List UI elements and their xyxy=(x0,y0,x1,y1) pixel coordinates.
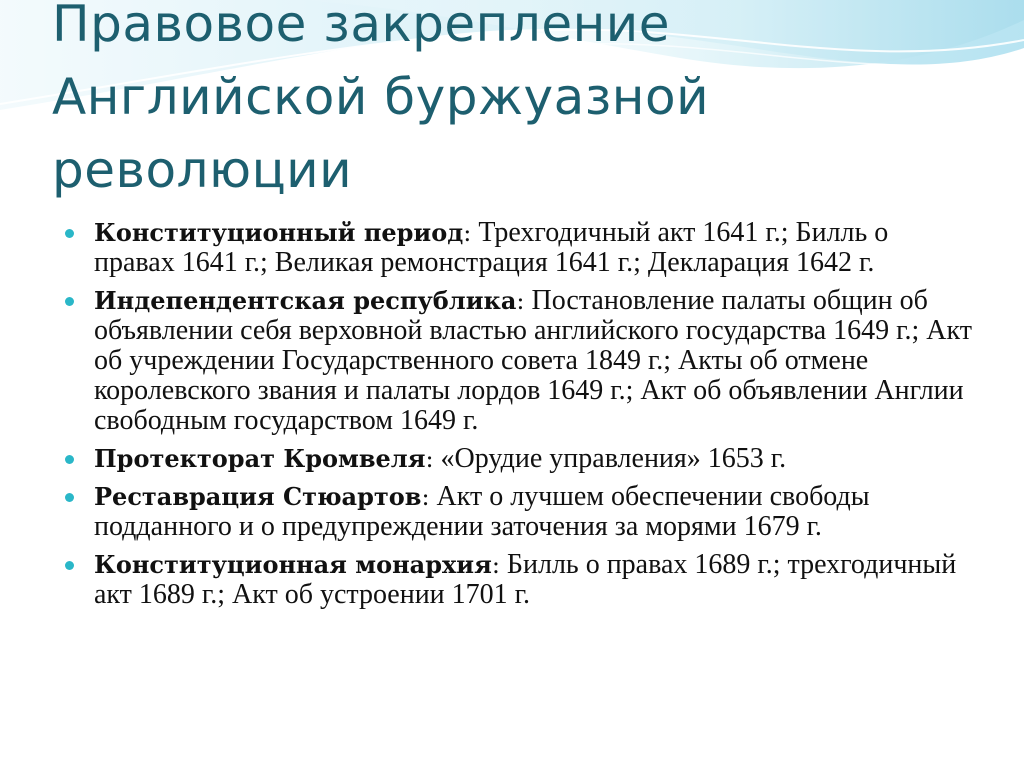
bullet-text: Трехгодичный акт 1641 г.; Билль о правах 1641 г.; Великая ремонстрация 1641 г.; Декларация 1642 г. xyxy=(94,217,889,278)
bullet-text: «Орудие управления» 1653 г. xyxy=(433,443,787,474)
bullet-item xyxy=(62,444,972,474)
title-line: Английской буржуазной xyxy=(52,68,710,126)
bullet-separator: : xyxy=(421,483,430,511)
bullet-term: Индепендентская республика xyxy=(94,286,517,315)
title-line: Правовое закрепление xyxy=(52,0,671,53)
bullet-term: Протекторат Кромвеля xyxy=(94,444,426,473)
bullet-text: Билль о правах 1689 г.; трехгодичный акт 1689 г.; Акт об устроении 1701 г. xyxy=(94,549,957,610)
bullet-term: Конституционная монархия xyxy=(94,550,492,579)
bullet-list xyxy=(62,218,972,618)
bullet-marker-icon xyxy=(65,229,74,238)
bullet-text: Акт о лучшем обеспечении свободы подданного и о предупреждении заточения за морями 1679 г. xyxy=(94,481,870,542)
bullet-marker-icon xyxy=(65,561,74,570)
bullet-text: Постановление палаты общин об объявлении себя верховной властью английского государства 1649 г.; Акт об учреждении Государственного совета 1849 г.; Акты об отмене королевского звания и палаты лордов 1649 г.; Акт об объявлении Англии свободным государством 1649 г. xyxy=(94,285,972,436)
bullet-separator: : xyxy=(425,445,434,473)
bullet-item xyxy=(62,550,972,610)
bullet-separator: : xyxy=(491,551,500,579)
bullet-item xyxy=(62,218,972,278)
bullet-marker-icon xyxy=(65,493,74,502)
bullet-separator: : xyxy=(463,219,472,247)
bullet-separator: : xyxy=(516,287,525,315)
bullet-item xyxy=(62,482,972,542)
bullet-marker-icon xyxy=(65,455,74,464)
slide-title xyxy=(52,0,992,207)
bullet-item xyxy=(62,286,972,436)
title-line: революции xyxy=(52,141,353,199)
bullet-marker-icon xyxy=(65,297,74,306)
bullet-term: Реставрация Стюартов xyxy=(94,482,422,511)
bullet-term: Конституционный период xyxy=(94,218,464,247)
